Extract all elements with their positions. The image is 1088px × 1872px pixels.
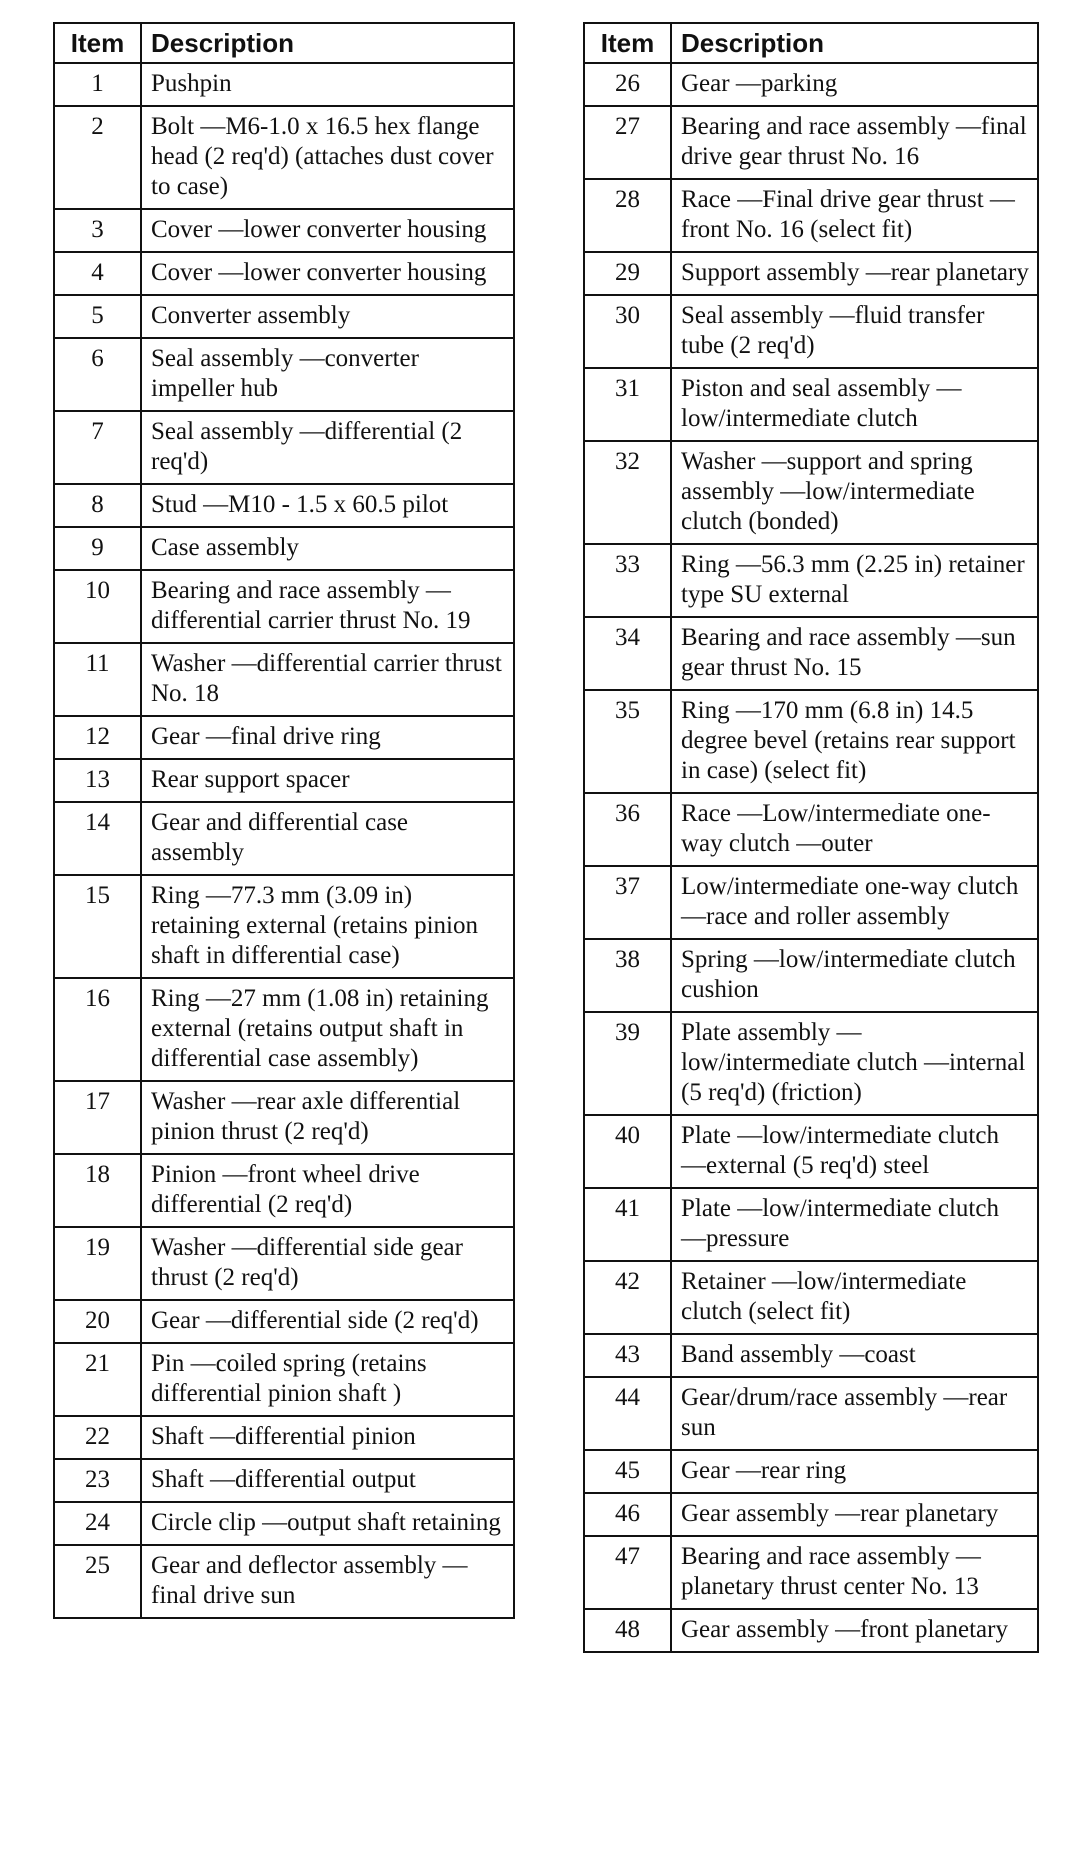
item-number: 47: [584, 1536, 671, 1609]
item-number: 48: [584, 1609, 671, 1652]
table-row: [54, 1459, 514, 1502]
table-row: [54, 484, 514, 527]
item-description: Pinion —front wheel drive differential (2 req'd): [141, 1154, 514, 1227]
item-number: 30: [584, 295, 671, 368]
item-description: Cover —lower converter housing: [141, 209, 514, 252]
item-description: Converter assembly: [141, 295, 514, 338]
column-header-item: Item: [584, 23, 671, 63]
table-row: [54, 527, 514, 570]
item-description: Gear and deflector assembly —final drive sun: [141, 1545, 514, 1618]
table-row: [584, 63, 1038, 106]
item-number: 43: [584, 1334, 671, 1377]
table-row: [584, 1188, 1038, 1261]
item-description: Ring —170 mm (6.8 in) 14.5 degree bevel (retains rear support in case) (select fit): [671, 690, 1038, 793]
item-description: Gear —final drive ring: [141, 716, 514, 759]
table-row: [54, 1154, 514, 1227]
table-row: [54, 570, 514, 643]
item-number: 12: [54, 716, 141, 759]
item-description: Gear assembly —front planetary: [671, 1609, 1038, 1652]
item-description: Pin —coiled spring (retains differential pinion shaft ): [141, 1343, 514, 1416]
item-description: Seal assembly —differential (2 req'd): [141, 411, 514, 484]
item-number: 18: [54, 1154, 141, 1227]
item-number: 23: [54, 1459, 141, 1502]
table-row: [54, 1343, 514, 1416]
item-number: 26: [584, 63, 671, 106]
parts-table-left: [53, 22, 515, 1619]
table-row: [584, 1115, 1038, 1188]
item-number: 45: [584, 1450, 671, 1493]
item-number: 31: [584, 368, 671, 441]
item-number: 6: [54, 338, 141, 411]
table-row: [584, 544, 1038, 617]
table-row: [54, 106, 514, 209]
item-number: 14: [54, 802, 141, 875]
table-row: [54, 759, 514, 802]
item-description: Shaft —differential output: [141, 1459, 514, 1502]
item-description: Bearing and race assembly —sun gear thrust No. 15: [671, 617, 1038, 690]
table-row: [54, 1081, 514, 1154]
table-row: [54, 1502, 514, 1545]
table-row: [54, 802, 514, 875]
item-number: 1: [54, 63, 141, 106]
item-description: Low/intermediate one-way clutch —race and roller assembly: [671, 866, 1038, 939]
item-description: Washer —support and spring assembly —low/intermediate clutch (bonded): [671, 441, 1038, 544]
item-description: Gear —parking: [671, 63, 1038, 106]
table-row: [584, 1609, 1038, 1652]
item-number: 38: [584, 939, 671, 1012]
column-header-item: Item: [54, 23, 141, 63]
item-number: 17: [54, 1081, 141, 1154]
column-header-description: Description: [671, 23, 1038, 63]
item-description: Bearing and race assembly —planetary thrust center No. 13: [671, 1536, 1038, 1609]
table-row: [584, 690, 1038, 793]
item-description: Ring —27 mm (1.08 in) retaining external (retains output shaft in differential case assembly): [141, 978, 514, 1081]
item-description: Race —Final drive gear thrust —front No. 16 (select fit): [671, 179, 1038, 252]
item-number: 5: [54, 295, 141, 338]
item-description: Race —Low/intermediate one-way clutch —outer: [671, 793, 1038, 866]
item-description: Stud —M10 - 1.5 x 60.5 pilot: [141, 484, 514, 527]
item-number: 25: [54, 1545, 141, 1618]
item-number: 40: [584, 1115, 671, 1188]
item-description: Rear support spacer: [141, 759, 514, 802]
item-number: 41: [584, 1188, 671, 1261]
item-description: Case assembly: [141, 527, 514, 570]
header-row: [584, 23, 1038, 63]
item-number: 11: [54, 643, 141, 716]
item-number: 35: [584, 690, 671, 793]
item-number: 39: [584, 1012, 671, 1115]
table-row: [584, 1493, 1038, 1536]
item-number: 15: [54, 875, 141, 978]
table-row: [54, 716, 514, 759]
item-number: 10: [54, 570, 141, 643]
item-number: 20: [54, 1300, 141, 1343]
table-row: [584, 617, 1038, 690]
item-number: 27: [584, 106, 671, 179]
item-description: Plate —low/intermediate clutch —pressure: [671, 1188, 1038, 1261]
item-number: 28: [584, 179, 671, 252]
item-description: Band assembly —coast: [671, 1334, 1038, 1377]
item-number: 44: [584, 1377, 671, 1450]
item-number: 13: [54, 759, 141, 802]
item-number: 2: [54, 106, 141, 209]
item-description: Plate assembly —low/intermediate clutch —internal (5 req'd) (friction): [671, 1012, 1038, 1115]
table-row: [54, 978, 514, 1081]
table-row: [54, 643, 514, 716]
table-row: [584, 1261, 1038, 1334]
column-header-description: Description: [141, 23, 514, 63]
item-description: Cover —lower converter housing: [141, 252, 514, 295]
item-number: 33: [584, 544, 671, 617]
item-description: Gear —rear ring: [671, 1450, 1038, 1493]
parts-table-right: [583, 22, 1039, 1653]
table-row: [54, 338, 514, 411]
table-row: [54, 875, 514, 978]
item-number: 37: [584, 866, 671, 939]
table-row: [584, 1334, 1038, 1377]
table-row: [584, 368, 1038, 441]
item-description: Washer —rear axle differential pinion thrust (2 req'd): [141, 1081, 514, 1154]
item-description: Piston and seal assembly —low/intermediate clutch: [671, 368, 1038, 441]
item-description: Support assembly —rear planetary: [671, 252, 1038, 295]
table-row: [584, 1536, 1038, 1609]
item-number: 22: [54, 1416, 141, 1459]
item-description: Plate —low/intermediate clutch —external (5 req'd) steel: [671, 1115, 1038, 1188]
table-row: [584, 295, 1038, 368]
table-row: [54, 1545, 514, 1618]
table-row: [584, 179, 1038, 252]
item-number: 3: [54, 209, 141, 252]
table-row: [54, 411, 514, 484]
item-description: Pushpin: [141, 63, 514, 106]
table-row: [54, 1416, 514, 1459]
item-description: Bearing and race assembly —final drive gear thrust No. 16: [671, 106, 1038, 179]
item-number: 21: [54, 1343, 141, 1416]
table-row: [54, 295, 514, 338]
item-description: Washer —differential side gear thrust (2 req'd): [141, 1227, 514, 1300]
item-description: Ring —56.3 mm (2.25 in) retainer type SU external: [671, 544, 1038, 617]
table-row: [54, 1300, 514, 1343]
item-description: Seal assembly —fluid transfer tube (2 req'd): [671, 295, 1038, 368]
item-number: 24: [54, 1502, 141, 1545]
item-description: Ring —77.3 mm (3.09 in) retaining external (retains pinion shaft in differential case): [141, 875, 514, 978]
item-number: 46: [584, 1493, 671, 1536]
table-row: [584, 1377, 1038, 1450]
item-number: 36: [584, 793, 671, 866]
item-description: Gear/drum/race assembly —rear sun: [671, 1377, 1038, 1450]
table-row: [584, 1012, 1038, 1115]
table-row: [584, 106, 1038, 179]
table-row: [584, 939, 1038, 1012]
table-row: [54, 63, 514, 106]
table-row: [584, 793, 1038, 866]
item-description: Retainer —low/intermediate clutch (select fit): [671, 1261, 1038, 1334]
table-row: [584, 1450, 1038, 1493]
table-row: [54, 1227, 514, 1300]
table-row: [584, 866, 1038, 939]
item-description: Bolt —M6-1.0 x 16.5 hex flange head (2 req'd) (attaches dust cover to case): [141, 106, 514, 209]
item-number: 8: [54, 484, 141, 527]
header-row: [54, 23, 514, 63]
table-row: [54, 252, 514, 295]
item-description: Washer —differential carrier thrust No. 18: [141, 643, 514, 716]
item-description: Seal assembly —converter impeller hub: [141, 338, 514, 411]
table-row: [584, 441, 1038, 544]
item-description: Gear and differential case assembly: [141, 802, 514, 875]
item-description: Circle clip —output shaft retaining: [141, 1502, 514, 1545]
table-row: [584, 252, 1038, 295]
table-row: [54, 209, 514, 252]
item-number: 42: [584, 1261, 671, 1334]
item-number: 34: [584, 617, 671, 690]
item-description: Spring —low/intermediate clutch cushion: [671, 939, 1038, 1012]
item-number: 32: [584, 441, 671, 544]
item-number: 16: [54, 978, 141, 1081]
item-number: 7: [54, 411, 141, 484]
item-number: 19: [54, 1227, 141, 1300]
item-number: 29: [584, 252, 671, 295]
item-description: Gear assembly —rear planetary: [671, 1493, 1038, 1536]
item-description: Gear —differential side (2 req'd): [141, 1300, 514, 1343]
item-number: 9: [54, 527, 141, 570]
item-description: Bearing and race assembly —differential carrier thrust No. 19: [141, 570, 514, 643]
item-number: 4: [54, 252, 141, 295]
item-description: Shaft —differential pinion: [141, 1416, 514, 1459]
